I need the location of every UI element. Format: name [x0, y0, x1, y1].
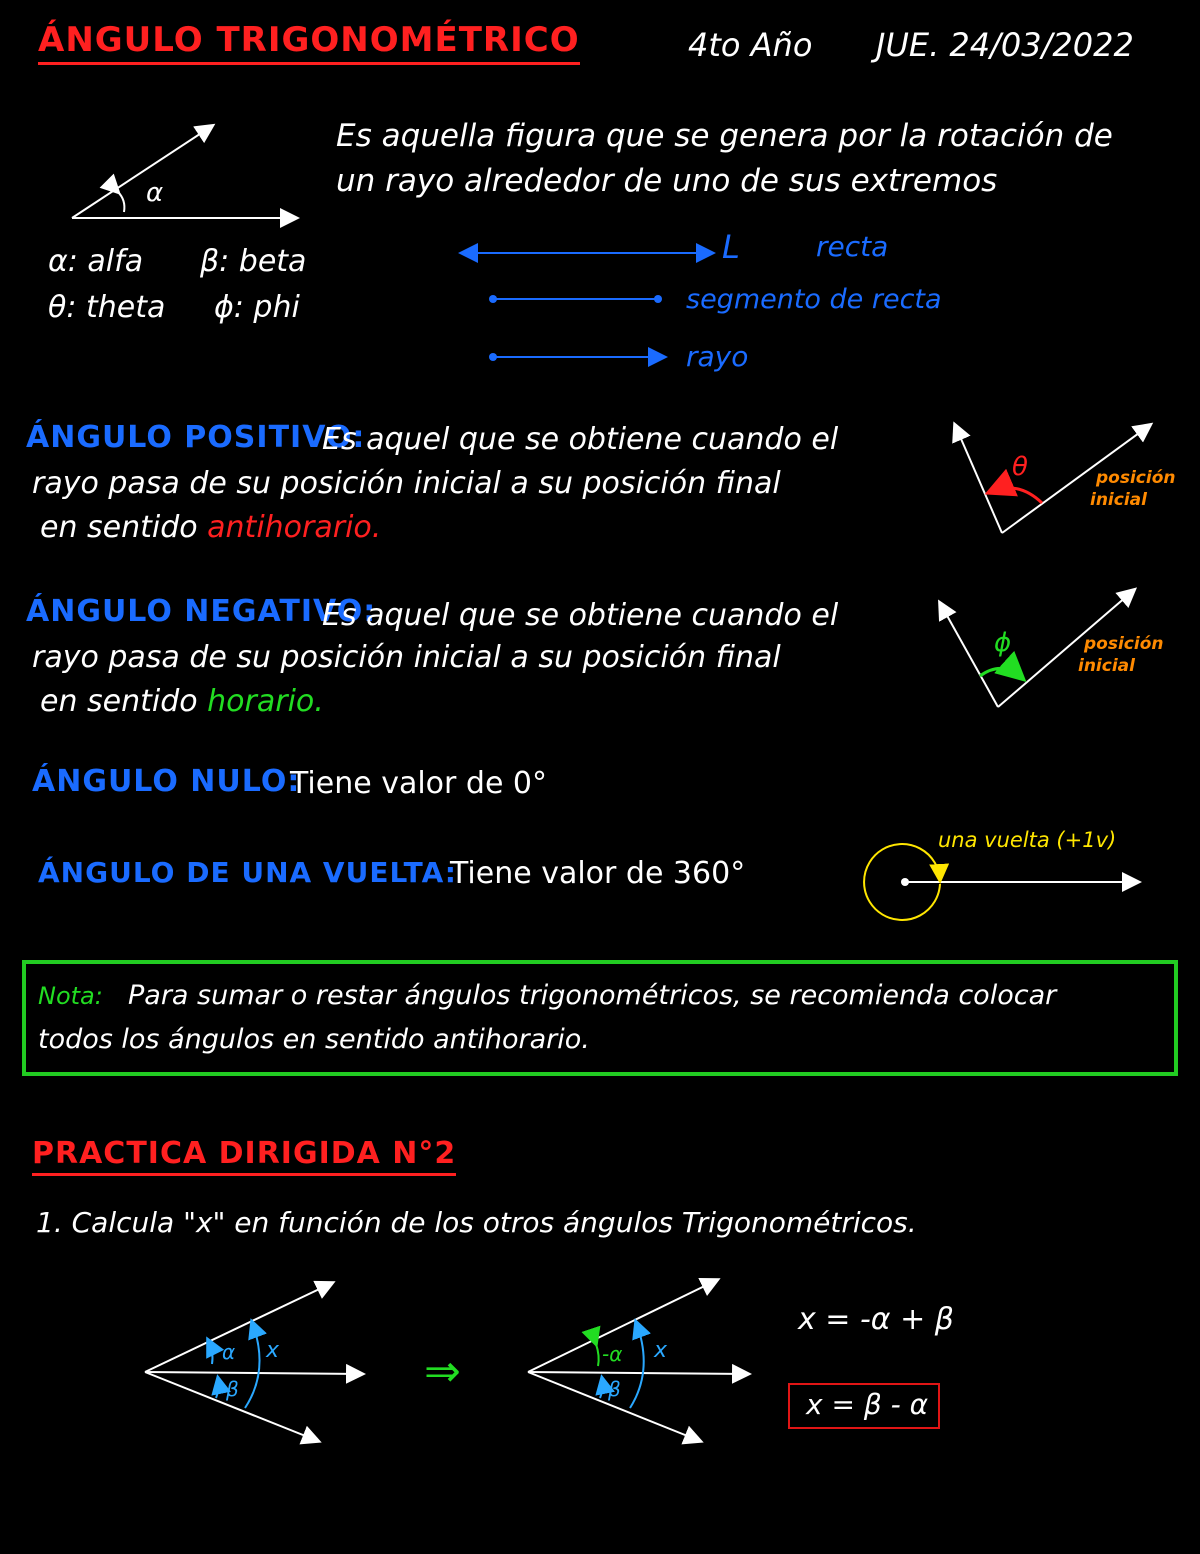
full-turn-title: ÁNGULO DE UNA VUELTA:: [38, 856, 457, 889]
left-x-label: x: [266, 1338, 280, 1363]
positive-line-3-prefix: en sentido: [40, 510, 198, 545]
greek-theta: θ: theta: [48, 290, 166, 325]
equation-2: x = β - α: [806, 1388, 929, 1421]
equation-1: x = -α + β: [798, 1302, 954, 1337]
practice-right-diagram: [528, 1280, 748, 1441]
negative-line-3-prefix: en sentido: [40, 684, 198, 719]
positive-initial-label-1: posición: [1096, 468, 1176, 488]
positive-theta-label: θ: [1012, 452, 1028, 482]
negative-phi-label: ϕ: [994, 628, 1012, 658]
date-label: JUE. 24/03/2022: [876, 26, 1134, 64]
recta-label: recta: [816, 230, 889, 263]
practice-question: 1. Calcula "x" en función de los otros ángulos Trigonométricos.: [36, 1206, 917, 1239]
null-title: ÁNGULO NULO:: [32, 764, 301, 799]
grade-label: 4to Año: [688, 26, 813, 64]
right-alpha-label: -α: [602, 1342, 623, 1366]
right-x-label: x: [654, 1338, 668, 1363]
greek-alpha: α: alfa: [48, 244, 144, 279]
page-title: ÁNGULO TRIGONOMÉTRICO: [38, 20, 580, 65]
null-text: Tiene valor de 0°: [290, 766, 548, 801]
negative-line-1: Es aquel que se obtiene cuando el: [322, 598, 839, 633]
definition-angle-diagram: [72, 126, 296, 218]
note-box: [22, 960, 1178, 1076]
greek-beta: β: beta: [200, 244, 307, 279]
negative-title: ÁNGULO NEGATIVO:: [26, 594, 377, 629]
recta-symbol: L: [722, 228, 740, 266]
positive-line-2: rayo pasa de su posición inicial a su posición final: [32, 466, 781, 501]
note-line-1: Para sumar o restar ángulos trigonométricos, se recomienda colocar: [128, 980, 1057, 1011]
ray-line: [489, 353, 664, 361]
ray-label: rayo: [686, 340, 749, 373]
note-line-2: todos los ángulos en sentido antihorario.: [38, 1024, 590, 1055]
segment-line: [489, 295, 662, 303]
negative-line-2: rayo pasa de su posición inicial a su posición final: [32, 640, 781, 675]
positive-initial-label-2: inicial: [1090, 490, 1147, 510]
positive-line-3: [40, 510, 381, 545]
definition-line-1: Es aquella figura que se genera por la rotación de: [336, 118, 1113, 154]
definition-alpha-label: α: [146, 178, 164, 208]
left-beta-label: β: [226, 1377, 239, 1401]
greek-phi: ϕ: phi: [214, 290, 300, 325]
practice-title: PRACTICA DIRIGIDA N°2: [32, 1136, 456, 1176]
positive-line-1: Es aquel que se obtiene cuando el: [322, 422, 839, 457]
right-beta-label: β: [608, 1377, 621, 1401]
note-label: Nota:: [38, 982, 103, 1010]
full-turn-diagram-label: una vuelta (+1v): [938, 828, 1117, 852]
definition-line-2: un rayo alrededor de uno de sus extremos: [336, 163, 998, 199]
segment-label: segmento de recta: [686, 284, 942, 315]
full-turn-diagram: [864, 844, 1138, 920]
negative-initial-label-1: posición: [1084, 634, 1164, 654]
negative-line-3: [40, 684, 324, 719]
practice-left-diagram: [145, 1283, 362, 1441]
implies-arrow: ⇒: [424, 1346, 461, 1397]
full-turn-text: Tiene valor de 360°: [450, 856, 746, 891]
left-alpha-label: α: [222, 1340, 236, 1364]
positive-title: ÁNGULO POSITIVO:: [26, 420, 366, 455]
negative-initial-label-2: inicial: [1078, 656, 1135, 676]
negative-direction: horario.: [207, 684, 324, 719]
positive-direction: antihorario.: [207, 510, 382, 545]
